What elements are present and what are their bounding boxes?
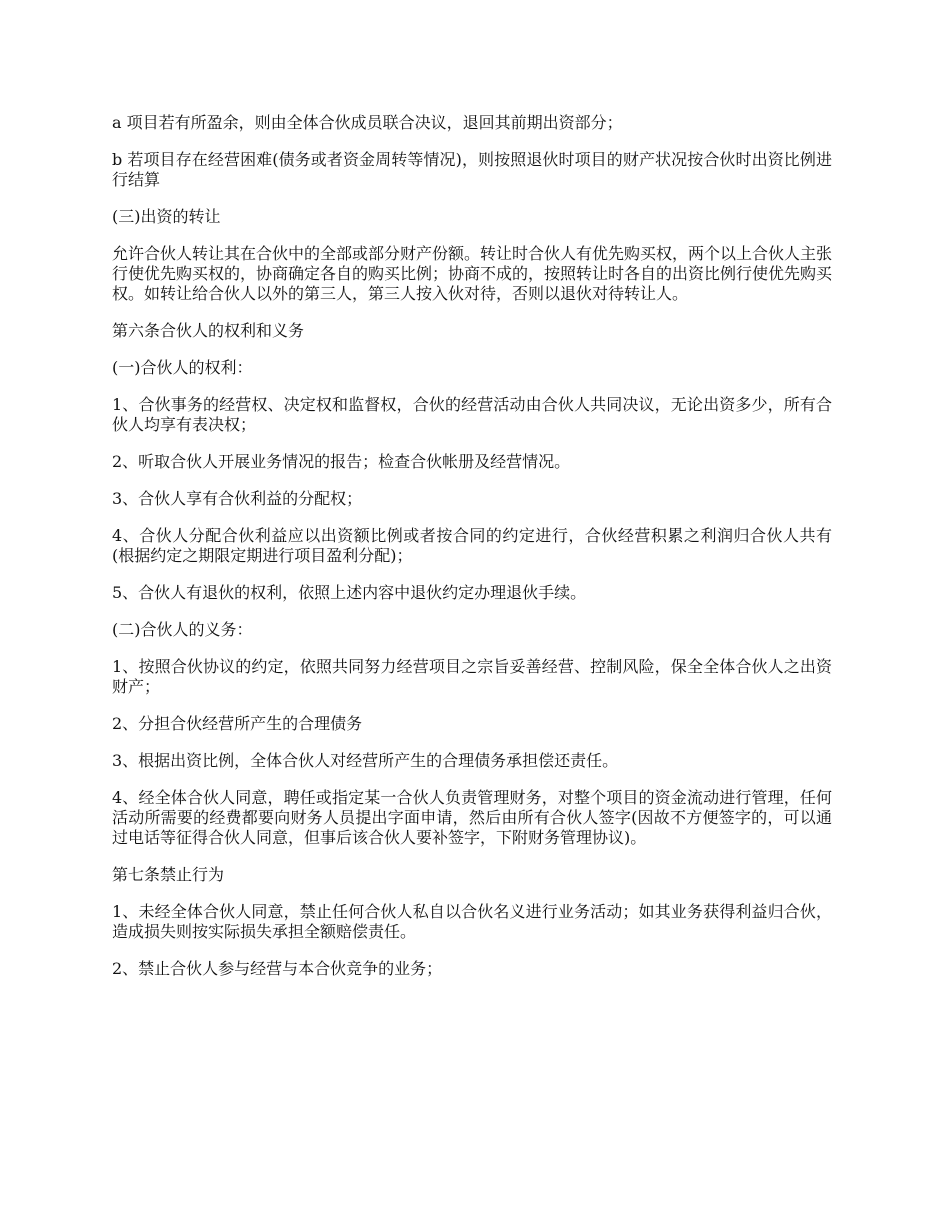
paragraph-difficulty-settlement: b 若项目存在经营困难(债务或者资金周转等情况)，则按照退伙时项目的财产状况按合伙时出资比例进行结算 (112, 150, 832, 189)
rights-item-1: 1、合伙事务的经营权、决定权和监督权，合伙的经营活动由合伙人共同决议，无论出资多少，所有合伙人均享有表决权； (112, 395, 832, 434)
article-heading-seven: 第七条禁止行为 (112, 865, 225, 884)
rights-item-3: 3、合伙人享有合伙利益的分配权； (112, 489, 363, 508)
obligations-item-4: 4、经全体合伙人同意，聘任或指定某一合伙人负责管理财务，对整个项目的资金流动进行管理，任何活动所需要的经费都要向财务人员提出字面申请，然后由所有合伙人签字(因故不方便签字的，可以通过电话等征得合伙人同意，但事后该合伙人要补签字，下附财务管理协议)。 (112, 788, 832, 847)
section-heading-obligations: (二)合伙人的义务： (112, 620, 253, 639)
rights-item-5: 5、合伙人有退伙的权利，依照上述内容中退伙约定办理退伙手续。 (112, 583, 587, 602)
rights-item-2: 2、听取合伙人开展业务情况的报告；检查合伙帐册及经营情况。 (112, 452, 571, 471)
section-heading-rights: (一)合伙人的权利： (112, 358, 253, 377)
article-heading-six: 第六条合伙人的权利和义务 (112, 321, 305, 340)
obligations-item-2: 2、分担合伙经营所产生的合理债务 (112, 714, 363, 733)
obligations-item-3: 3、根据出资比例，全体合伙人对经营所产生的合理债务承担偿还责任。 (112, 751, 619, 770)
obligations-item-1: 1、按照合伙协议的约定，依照共同努力经营项目之宗旨妥善经营、控制风险，保全全体合伙人之出资财产； (112, 657, 832, 696)
paragraph-transfer-rules: 允许合伙人转让其在合伙中的全部或部分财产份额。转让时合伙人有优先购买权，两个以上合伙人主张行使优先购买权的，协商确定各自的购买比例；协商不成的，按照转让时各自的出资比例行使优先购买权。如转让给合伙人以外的第三人，第三人按入伙对待，否则以退伙对待转让人。 (112, 244, 833, 303)
document-body (112, 113, 832, 996)
section-heading-transfer: (三)出资的转让 (112, 207, 221, 226)
prohibition-item-1: 1、未经全体合伙人同意，禁止任何合伙人私自以合伙名义进行业务活动；如其业务获得利益归合伙，造成损失则按实际损失承担全额赔偿责任。 (112, 902, 832, 941)
prohibition-item-2: 2、禁止合伙人参与经营与本合伙竞争的业务； (112, 959, 443, 978)
rights-item-4: 4、合伙人分配合伙利益应以出资额比例或者按合同的约定进行，合伙经营积累之利润归合伙人共有(根据约定之期限定期进行项目盈利分配)； (112, 526, 832, 565)
paragraph-surplus-refund: a 项目若有所盈余，则由全体合伙成员联合决议，退回其前期出资部分； (112, 113, 623, 132)
